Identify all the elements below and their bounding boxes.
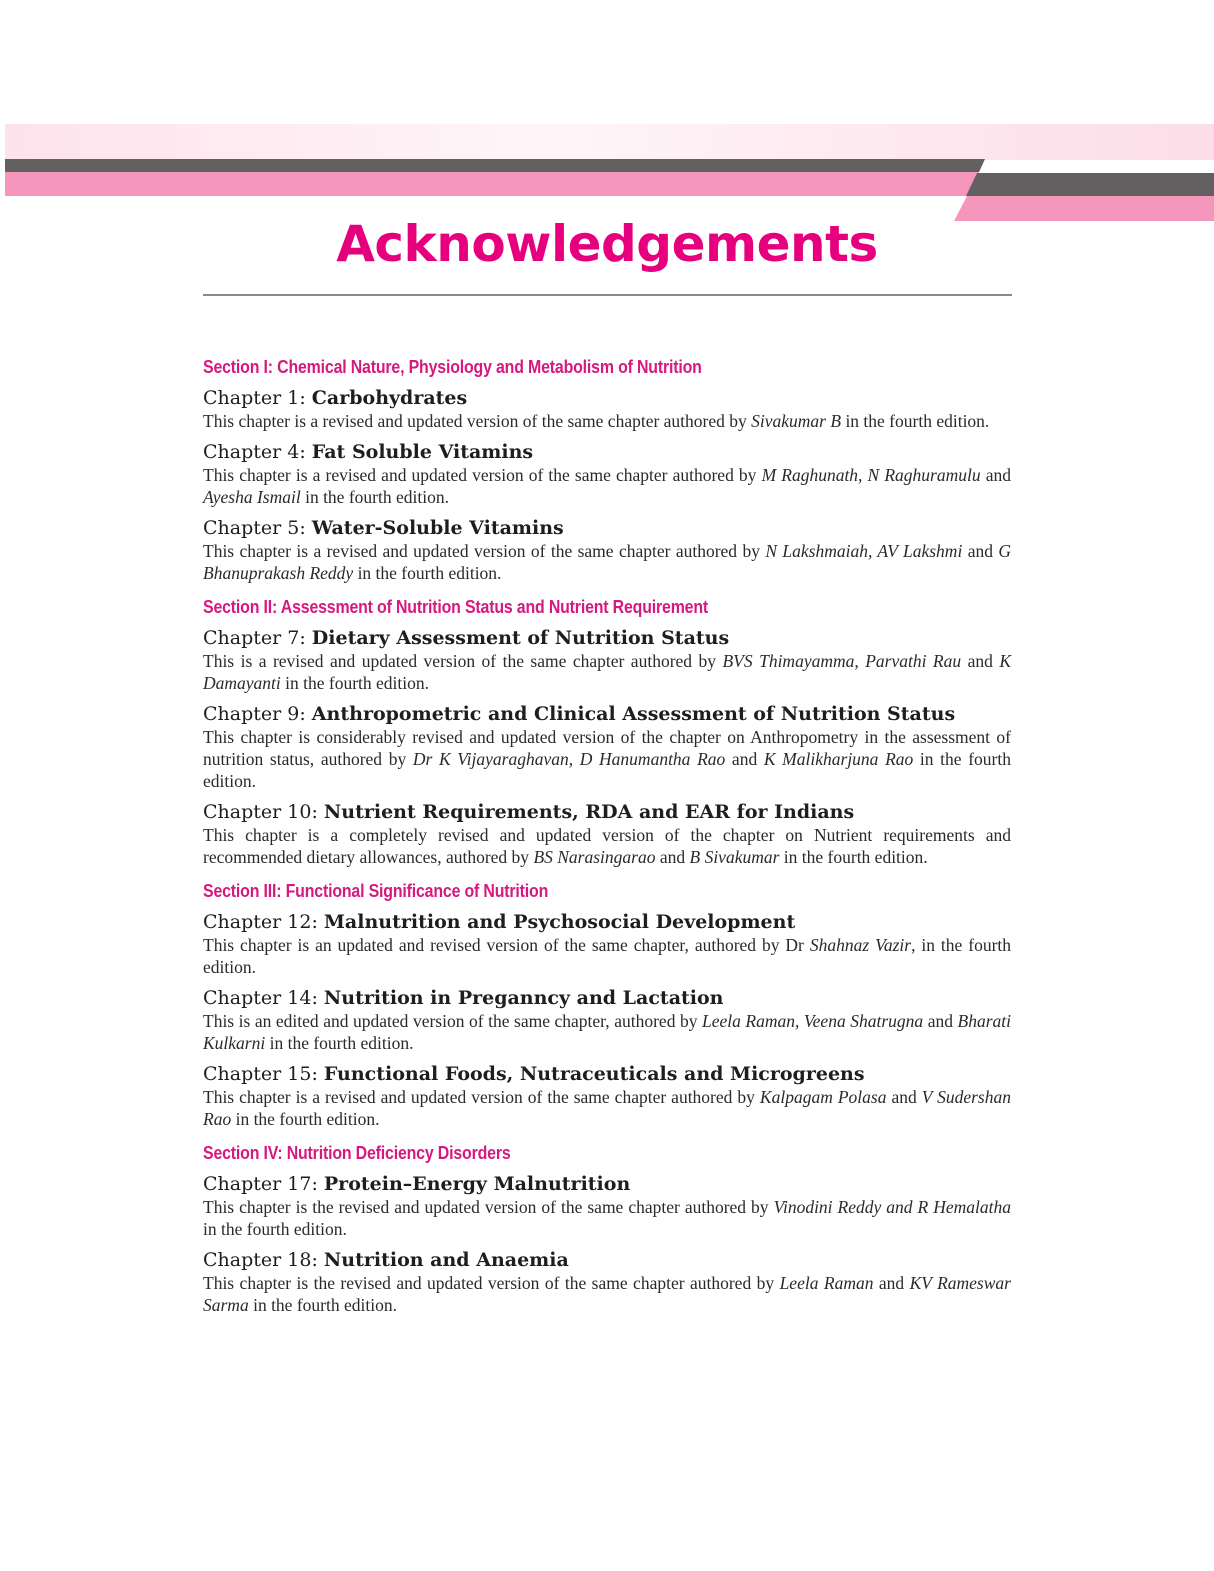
description-text: in the fourth edition.	[353, 563, 502, 583]
chapter-title-line	[203, 800, 1011, 824]
chapter-number: Chapter 10:	[203, 801, 324, 823]
chapter-number: Chapter 18:	[203, 1249, 324, 1271]
chapter-number: Chapter 1:	[203, 387, 312, 409]
description-text: This chapter is considerably revised and updated version of the chapter on Anthropometry in the assessment of nutrition status, authored by	[203, 727, 1011, 769]
description-text: This chapter is the revised and updated version of the same chapter authored by	[203, 1197, 774, 1217]
header-band-faint	[5, 124, 1214, 160]
description-text: This chapter is a revised and updated version of the same chapter authored by	[203, 465, 762, 485]
acknowledgement-list	[203, 354, 1011, 1324]
author-name: B Sivakumar	[689, 847, 780, 867]
header-band-dark-right	[966, 173, 1214, 196]
chapter-description	[203, 1086, 1011, 1130]
author-name: BVS Thimayamma, Parvathi Rau	[722, 651, 962, 671]
chapter-name: Nutrient Requirements, RDA and EAR for Indians	[323, 801, 855, 823]
chapter-name: Fat Soluble Vitamins	[311, 441, 534, 463]
description-text: and	[961, 651, 1000, 671]
header-band-pink-left	[5, 172, 979, 196]
chapter-number: Chapter 9:	[203, 703, 312, 725]
description-text: This chapter is a revised and updated version of the same chapter authored by	[203, 1087, 760, 1107]
chapter-entry	[203, 386, 1011, 432]
chapter-number: Chapter 14:	[203, 987, 324, 1009]
page-title: Acknowledgements	[336, 215, 878, 273]
chapter-description	[203, 410, 1011, 432]
chapter-title-line	[203, 386, 1011, 410]
chapter-entry	[203, 986, 1011, 1054]
chapter-description	[203, 726, 1011, 792]
chapter-entry	[203, 1172, 1011, 1240]
description-text: and	[980, 465, 1011, 485]
chapter-title-line	[203, 626, 1011, 650]
author-name: Vinodini Reddy and R Hemalatha	[773, 1197, 1011, 1217]
description-text: and	[725, 749, 764, 769]
chapter-description	[203, 934, 1011, 978]
description-text: , in the fourth edition.	[203, 935, 1012, 977]
chapter-description	[203, 824, 1011, 868]
title-divider	[203, 294, 1012, 296]
description-text: This chapter is an updated and revised version of the same chapter, authored by Dr	[203, 935, 810, 955]
chapter-entry	[203, 626, 1011, 694]
description-text: in the fourth edition.	[203, 1219, 347, 1239]
chapter-number: Chapter 17:	[203, 1173, 324, 1195]
chapter-name: Malnutrition and Psychosocial Development	[323, 911, 796, 933]
description-text: and	[886, 1087, 922, 1107]
author-name: Leela Raman	[779, 1273, 874, 1293]
chapter-description	[203, 540, 1011, 584]
description-text: and	[962, 541, 999, 561]
description-text: in the fourth edition.	[280, 673, 430, 693]
chapter-entry	[203, 1062, 1011, 1130]
description-text: This is a revised and updated version of the same chapter authored by	[203, 651, 723, 671]
section	[203, 354, 1011, 584]
author-name: Kalpagam Polasa	[759, 1087, 887, 1107]
chapter-name: Anthropometric and Clinical Assessment of Nutrition Status	[311, 703, 956, 725]
section-heading: Section IV: Nutrition Deficiency Disorders	[203, 1142, 511, 1163]
description-text: in the fourth edition.	[203, 749, 1011, 791]
chapter-name: Functional Foods, Nutraceuticals and Microgreens	[323, 1063, 865, 1085]
author-name: KV Rameswar Sarma	[203, 1273, 1011, 1315]
chapter-title-line	[203, 910, 1011, 934]
author-name: Sivakumar B	[751, 411, 842, 431]
chapter-entry	[203, 1248, 1011, 1316]
description-text: in the fourth edition.	[248, 1295, 397, 1315]
chapter-description	[203, 1196, 1011, 1240]
chapter-entry	[203, 440, 1011, 508]
chapter-number: Chapter 5:	[203, 517, 312, 539]
description-text: This chapter is a completely revised and updated version of the chapter on Nutrient requirements and recommended dietary allowances, authored by	[203, 825, 1011, 867]
chapter-title-line	[203, 1172, 1011, 1196]
author-name: K Damayanti	[203, 651, 1011, 693]
description-text: This chapter is a revised and updated version of the same chapter authored by	[203, 411, 752, 431]
section-heading: Section III: Functional Significance of Nutrition	[203, 880, 549, 901]
chapter-title-line	[203, 702, 1011, 726]
author-name: G Bhanuprakash Reddy	[203, 541, 1011, 583]
description-text: and	[655, 847, 690, 867]
chapter-description	[203, 1272, 1011, 1316]
chapter-title-line	[203, 986, 1011, 1010]
description-text: This is an edited and updated version of the same chapter, authored by	[203, 1011, 703, 1031]
chapter-entry	[203, 910, 1011, 978]
header-band-dark-left	[5, 159, 985, 172]
chapter-title-line	[203, 1062, 1011, 1086]
section	[203, 1140, 1011, 1316]
chapter-title-line	[203, 1248, 1011, 1272]
chapter-description	[203, 1010, 1011, 1054]
chapter-number: Chapter 7:	[203, 627, 312, 649]
author-name: Ayesha Ismail	[203, 487, 301, 507]
chapter-name: Water-Soluble Vitamins	[311, 517, 564, 539]
author-name: Leela Raman, Veena Shatrugna	[702, 1011, 924, 1031]
chapter-title-line	[203, 440, 1011, 464]
description-text: in the fourth edition.	[300, 487, 449, 507]
chapter-name: Protein–Energy Malnutrition	[323, 1173, 631, 1195]
description-text: in the fourth edition.	[779, 847, 928, 867]
author-name: BS Narasingarao	[533, 847, 656, 867]
author-name: N Lakshmaiah, AV Lakshmi	[765, 541, 963, 561]
chapter-title-line	[203, 516, 1011, 540]
author-name: K Malikharjuna Rao	[763, 749, 914, 769]
author-name: Dr K Vijayaraghavan, D Hanumantha Rao	[412, 749, 726, 769]
section-heading: Section II: Assessment of Nutrition Status and Nutrient Requirement	[203, 596, 709, 617]
section	[203, 594, 1011, 868]
section-heading: Section I: Chemical Nature, Physiology and Metabolism of Nutrition	[203, 356, 702, 377]
description-text: and	[873, 1273, 910, 1293]
description-text: in the fourth edition.	[231, 1109, 380, 1129]
description-text: and	[923, 1011, 958, 1031]
description-text: This chapter is a revised and updated version of the same chapter authored by	[203, 541, 766, 561]
chapter-name: Nutrition in Preganncy and Lactation	[323, 987, 724, 1009]
section	[203, 878, 1011, 1130]
chapter-description	[203, 650, 1011, 694]
author-name: M Raghunath, N Raghuramulu	[761, 465, 981, 485]
chapter-description	[203, 464, 1011, 508]
description-text: in the fourth edition.	[265, 1033, 414, 1053]
description-text: This chapter is the revised and updated version of the same chapter authored by	[203, 1273, 780, 1293]
author-name: Shahnaz Vazir	[809, 935, 912, 955]
chapter-name: Nutrition and Anaemia	[323, 1249, 569, 1271]
chapter-number: Chapter 12:	[203, 911, 324, 933]
chapter-name: Carbohydrates	[311, 387, 468, 409]
chapter-entry	[203, 800, 1011, 868]
chapter-number: Chapter 4:	[203, 441, 312, 463]
chapter-entry	[203, 702, 1011, 792]
author-name: Bharati Kulkarni	[203, 1011, 1011, 1053]
chapter-entry	[203, 516, 1011, 584]
author-name: V Sudershan Rao	[203, 1087, 1011, 1129]
chapter-name: Dietary Assessment of Nutrition Status	[311, 627, 730, 649]
description-text: in the fourth edition.	[841, 411, 990, 431]
chapter-number: Chapter 15:	[203, 1063, 324, 1085]
